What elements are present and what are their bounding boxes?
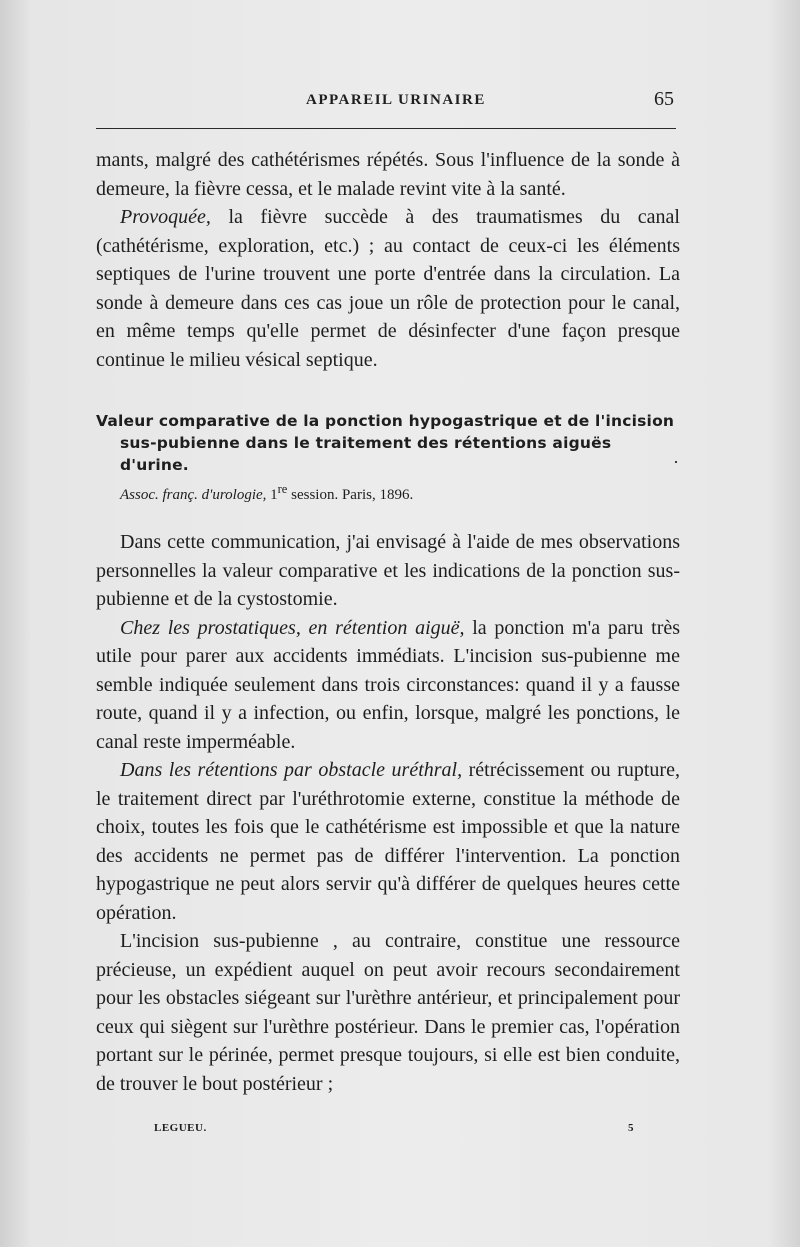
paragraph-provoquee-text: la fièvre succède à des traumatismes du canal (cathétérisme, exploration, etc.) ; au contact de ceux-ci les éléments septiques de l'urine trouvent une porte d'entrée dans la circulation. La sonde à demeure dans ces cas joue un rôle de protection pour le canal, en même temps qu'elle permet de désinfecter d'une façon presque continue le milieu vésical septique.: [96, 206, 680, 371]
citation-ordinal-sup: re: [277, 482, 288, 496]
citation-details: session. Paris, 1896.: [287, 487, 414, 503]
paragraph-provoquee-italic: Provoquée,: [120, 206, 211, 228]
stray-dot: ·: [673, 452, 679, 472]
page-header: [96, 84, 676, 120]
running-head: APPAREIL URINAIRE: [306, 92, 486, 108]
paragraph-continuation: mants, malgré des cathétérismes répétés. Sous l'influence de la sonde à demeure, la fièvre cessa, et le malade revint vite à la santé.: [96, 149, 680, 200]
paragraph-provoquee: [96, 203, 680, 374]
section-title-line1: Valeur comparative de la ponction hypogastrique et de l'incision: [96, 412, 675, 430]
section-title-line2: sus-pubienne dans le traitement des rétentions aiguës d'urine.: [120, 434, 612, 474]
page-body: [96, 146, 680, 1098]
paragraph-prostatiques: [96, 614, 680, 757]
paragraph-communication: Dans cette communication, j'ai envisagé à l'aide de mes observations personnelles la valeur comparative et les indications de la ponction sus-pubienne et de la cystostomie.: [96, 531, 680, 610]
citation-journal: Assoc. franç. d'urologie,: [120, 487, 267, 503]
citation: [120, 478, 680, 506]
paragraph-obstacle: [96, 756, 680, 927]
paragraph-prostatiques-text: la ponction m'a paru très utile pour parer aux accidents immédiats. L'incision sus-pubienne me semble indiquée seulement dans trois circonstances: quand il y a fausse route, quand il y a infection, ou enfin, lorsque, malgré les ponctions, le canal reste imperméable.: [96, 616, 681, 753]
section-title: [96, 410, 680, 476]
page-number: 65: [654, 88, 674, 110]
citation-ordinal: 1: [270, 487, 278, 503]
paragraph-obstacle-text: rétrécissement ou rupture, le traitement direct par l'uréthrotomie externe, constitue la méthode de choix, toutes les fois que le cathétérisme est impossible et que la nature des accidents ne permet pas de différer l'intervention. La ponction hypogastrique ne peut alors servir qu'à différer de quelques heures cette opération.: [96, 759, 680, 924]
sheet-number: 5: [628, 1122, 634, 1134]
paragraph-incision: L'incision sus-pubienne , au contraire, constitue une ressource précieuse, un expédient auquel on peut avoir recours secondairement pour les obstacles siégeant sur l'urèthre antérieur, et principalement pour ceux qui siègent sur l'urèthre postérieur. Dans le premier cas, l'opération portant sur le périnée, permet presque toujours, si elle est bien conduite, de trouver le bout postérieur ;: [96, 930, 680, 1095]
header-rule: [96, 128, 676, 129]
signature-mark: LEGUEU.: [154, 1122, 207, 1134]
paragraph-obstacle-italic: Dans les rétentions par obstacle uréthral,: [120, 759, 463, 781]
paragraph-prostatiques-italic: Chez les prostatiques, en rétention aiguë,: [120, 616, 465, 639]
